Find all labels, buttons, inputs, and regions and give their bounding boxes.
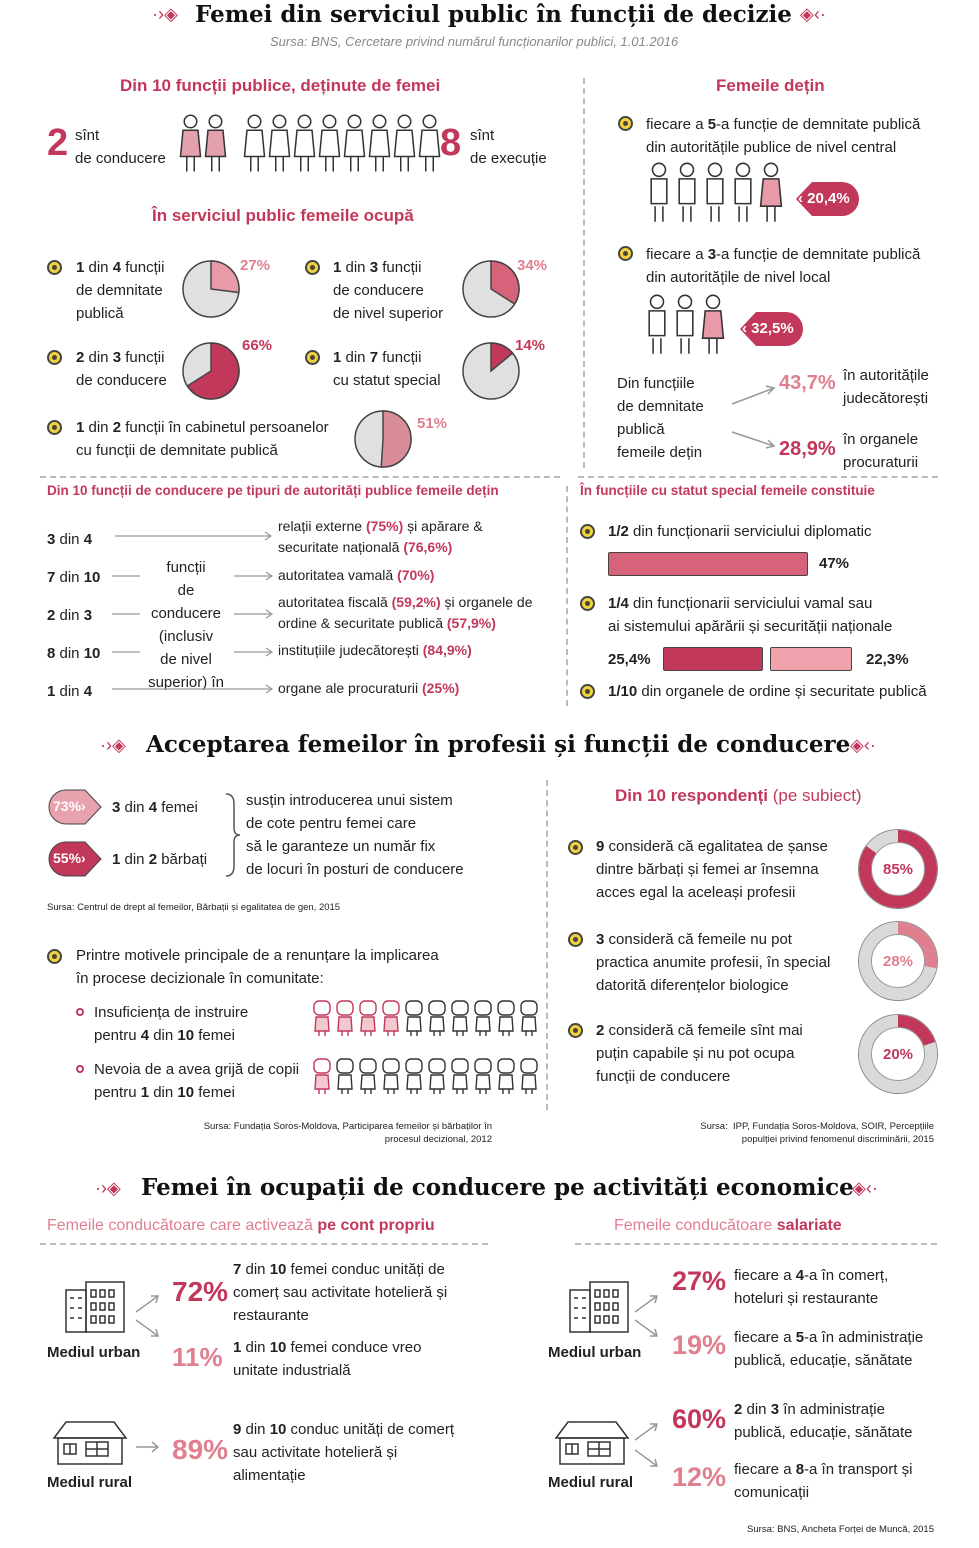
resp2-text: 3 consideră că femeile nu pot practica anumite profesii, în special datorită diferențelor biologice <box>596 931 831 994</box>
arrow-icon <box>134 1292 164 1316</box>
bullet-icon <box>47 260 62 275</box>
arrow-icon <box>112 608 142 620</box>
section3-ornament-left: ·›◈ <box>95 1178 121 1198</box>
arrow-icon <box>115 530 277 542</box>
man-figure-icon <box>651 163 667 222</box>
vertical-divider-top <box>583 78 585 468</box>
section2-title: Acceptarea femeilor în profesii și funcții de conducere <box>146 731 851 758</box>
arrow-icon <box>633 1292 663 1316</box>
sp3-text: 1/10 din organele de ordine și securitate publică <box>608 683 927 700</box>
bullet-icon <box>47 420 62 435</box>
pie-chart-3 <box>180 340 242 402</box>
rural-house-icon <box>52 1418 128 1466</box>
type5-text: organe ale procuraturii (25%) <box>278 680 460 696</box>
types-mid: funcții de conducere (inclusiv de nivel superior) în <box>148 559 224 691</box>
woman-small-icon <box>475 1001 491 1036</box>
woman-figure-icon <box>295 115 315 171</box>
bullet-icon <box>618 246 633 261</box>
donut-1 <box>859 830 937 908</box>
woman-figure-icon <box>181 115 201 171</box>
rr1-text: 2 din 3 în administrație publică, educație, sănătate <box>734 1401 913 1441</box>
sp2-pct2: 22,3% <box>866 651 909 668</box>
hdivider-2 <box>578 476 938 478</box>
woman-figure-icon <box>345 115 365 171</box>
s3-left-head: Femeile conducătoare care activează pe cont propriu <box>47 1217 435 1234</box>
arrow-icon <box>234 570 277 582</box>
occupy-head: În serviciul public femeile ocupă <box>152 206 414 225</box>
sp1-text: 1/2 din funcționarii serviciului diplomatic <box>608 523 872 540</box>
figures-local-row <box>644 292 734 362</box>
rr1-pct: 60% <box>672 1404 727 1434</box>
r2-text: fiecare a 3-a funcție de demnitate publică din autoritățile de nivel local <box>646 246 921 286</box>
woman-small-icon <box>383 1059 399 1094</box>
urban-label-left: Mediul urban <box>47 1344 141 1361</box>
vertical-divider-mid <box>566 486 568 706</box>
rural-house-icon <box>554 1418 630 1466</box>
man-figure-icon <box>679 163 695 222</box>
woman-figure-icon <box>395 115 415 171</box>
q2-pct: 55%› <box>53 850 86 866</box>
woman-figure-icon <box>703 295 724 354</box>
pie4-pct: 14% <box>515 337 546 354</box>
arrow-icon <box>234 608 277 620</box>
pie-chart-4 <box>460 340 522 402</box>
r1-pct: ‹ 20,4% <box>798 190 850 207</box>
rr2-pct: 12% <box>672 1462 727 1492</box>
quota-text: susțin introducerea unui sistem de cote pentru femei care să le garanteze un număr fix de locuri în posturi de conducere <box>246 792 464 878</box>
lr1-text: 9 din 10 conduc unități de comerț sau activitate hotelieră și alimentație <box>233 1421 454 1484</box>
bullet-icon <box>568 840 583 855</box>
types-head: Din 10 funcții de conducere pe tipuri de autorități publice femeile dețin <box>47 483 499 498</box>
resp-head: Din 10 respondenți (pe subiect) <box>615 786 862 805</box>
woman-figure-icon <box>270 115 290 171</box>
donut-1-pct: 85% <box>871 842 925 896</box>
women-figures-row-2 <box>312 1058 552 1096</box>
woman-small-icon <box>521 1001 537 1036</box>
woman-small-icon <box>314 1059 330 1094</box>
arrow-icon <box>730 384 780 408</box>
dem1-label: în autoritățile judecătorești <box>843 367 929 407</box>
q1-text: 3 din 4 femei <box>112 799 198 816</box>
woman-small-icon <box>475 1059 491 1094</box>
bullet-icon <box>305 350 320 365</box>
woman-figure-icon <box>370 115 390 171</box>
rural-label-right: Mediul rural <box>548 1474 634 1491</box>
ru1-text: fiecare a 4-a în comerț, hoteluri și restaurante <box>734 1267 889 1307</box>
woman-figure-icon <box>761 163 782 222</box>
type2-text: autoritatea vamală (70%) <box>278 567 435 583</box>
resp1-text: 9 consideră că egalitatea de șanse dintre bărbați și femei ar însemna acces egal la aceleași profesii <box>596 838 828 901</box>
sub-bullet-icon <box>76 1065 84 1073</box>
q2-text: 1 din 2 bărbați <box>112 851 208 868</box>
figures-central-row <box>646 160 786 230</box>
arrow-icon <box>730 428 780 452</box>
woman-figure-icon <box>206 115 226 171</box>
donut-3-pct: 20% <box>871 1027 925 1081</box>
lu1-text: 7 din 10 femei conduc unități de comerț sau activitate hotelieră și restaurante <box>233 1261 448 1324</box>
reason2: Nevoia de a avea grijă de copii pentru 1 din 10 femei <box>94 1061 300 1101</box>
woman-small-icon <box>383 1001 399 1036</box>
pie5-pct: 51% <box>417 415 448 432</box>
arrow-icon <box>234 646 277 658</box>
man-figure-icon <box>735 163 751 222</box>
section1-source: Sursa: BNS, Cercetare privind numărul funcționarilor publici, 1.01.2016 <box>270 34 679 49</box>
bullet-icon <box>568 932 583 947</box>
arrow-icon <box>633 1316 663 1340</box>
pie3-pct: 66% <box>242 337 273 354</box>
section1-title: Femei din serviciul public în funcții de decizie <box>195 1 792 28</box>
sp2-pct1: 25,4% <box>608 651 651 668</box>
pie-chart-1 <box>180 258 242 320</box>
source-4: Sursa: BNS, Ancheta Forței de Muncă, 2015 <box>747 1524 934 1535</box>
sp2-text: 1/4 din funcționarii serviciului vamal sau ai sistemului apărării și securității naționale <box>608 595 893 635</box>
pie3-text: 2 din 3 funcții de conducere <box>76 349 167 389</box>
figures-women-row <box>178 112 438 180</box>
donut-2 <box>859 922 937 1000</box>
dem-label: Din funcțiile de demnitate publică femeile dețin <box>617 375 704 461</box>
lu1-pct: 72% <box>172 1276 229 1307</box>
source-2: Sursa: Fundația Soros-Moldova, Participarea femeilor și bărbaților în procesul decizional, 2012 <box>203 1121 492 1145</box>
ru1-pct: 27% <box>672 1266 727 1296</box>
arrow-icon <box>112 570 142 582</box>
woman-figure-icon <box>245 115 265 171</box>
dem1-pct: 43,7% <box>779 372 836 394</box>
lu2-pct: 11% <box>172 1342 223 1372</box>
q1-pct: 73%› <box>53 798 86 814</box>
section1-ornament-left: ·›◈ <box>152 4 178 24</box>
woman-figure-icon <box>320 115 340 171</box>
sp2-bar1 <box>663 647 763 671</box>
source-1: Sursa: Centrul de drept al femeilor, Bărbații și egalitatea de gen, 2015 <box>47 902 341 913</box>
section1-ornament-right: ◈‹· <box>800 4 826 24</box>
woman-small-icon <box>429 1001 445 1036</box>
rr2-text: fiecare a 8-a în transport și comunicații <box>734 1461 913 1501</box>
type1-ratio: 3 din 4 <box>47 531 93 548</box>
donut-2-pct: 28% <box>871 934 925 988</box>
s3-right-head: Femeile conducătoare salariate <box>614 1217 842 1234</box>
sp2-bar2 <box>770 647 852 671</box>
reasons-head: Printre motivele principale de a renunțare la implicarea în procese decizionale în comunitate: <box>76 947 439 987</box>
sp1-bar <box>608 552 808 576</box>
type3-text: autoritatea fiscală (59,2%) și organele de ordine & securitate publică (57,9%) <box>278 594 533 631</box>
type5-ratio: 1 din 4 <box>47 683 93 700</box>
man-figure-icon <box>649 295 665 354</box>
donut-3 <box>859 1015 937 1093</box>
right-head: Femeile dețin <box>716 76 825 95</box>
ru2-text: fiecare a 5-a în administrație publică, educație, sănătate <box>734 1329 924 1369</box>
bullet-icon <box>305 260 320 275</box>
man-figure-icon <box>707 163 723 222</box>
bullet-icon <box>47 350 62 365</box>
s3-right-underline <box>575 1243 937 1245</box>
bullet-icon <box>618 116 633 131</box>
pie2-text: 1 din 3 funcții de conducere de nivel superior <box>333 259 444 322</box>
woman-small-icon <box>452 1059 468 1094</box>
office-building-icon <box>568 1278 630 1334</box>
section3-ornament-right: ◈‹· <box>852 1178 878 1198</box>
pie1-text: 1 din 4 funcții de demnitate publică <box>76 259 165 322</box>
pie-chart-2 <box>460 258 522 320</box>
hdivider-1 <box>40 476 560 478</box>
source-3: Sursa: IPP, Fundația Soros-Moldova, SOIR, Percepțiile populției privind fenomenul discriminării, 2015 <box>700 1121 934 1145</box>
left-head: Din 10 funcții publice, deținute de femei <box>120 76 441 95</box>
women-figures-row-1 <box>312 1000 552 1038</box>
lr1-pct: 89% <box>172 1434 229 1465</box>
pie1-pct: 27% <box>240 257 271 274</box>
r2-pct: ‹ 32,5% <box>742 320 794 337</box>
arrow-icon <box>112 646 142 658</box>
office-building-icon <box>64 1278 126 1334</box>
woman-small-icon <box>498 1059 514 1094</box>
pie4-text: 1 din 7 funcții cu statut special <box>333 349 441 389</box>
woman-small-icon <box>360 1059 376 1094</box>
bullet-icon <box>580 684 595 699</box>
woman-small-icon <box>406 1001 422 1036</box>
pie-slice <box>211 261 239 293</box>
sp1-pct: 47% <box>819 555 850 572</box>
type2-ratio: 7 din 10 <box>47 569 101 586</box>
num-2-label: sînt de conducere <box>75 127 166 167</box>
bullet-icon <box>580 596 595 611</box>
lu2-text: 1 din 10 femei conduce vreo unitate industrială <box>233 1339 422 1379</box>
urban-label-right: Mediul urban <box>548 1344 642 1361</box>
woman-small-icon <box>314 1001 330 1036</box>
arrow-icon <box>134 1440 164 1454</box>
woman-small-icon <box>360 1001 376 1036</box>
arrow-icon <box>633 1420 663 1444</box>
special-head: În funcțiile cu statut special femeile constituie <box>580 483 875 498</box>
num-2: 2 <box>47 122 69 164</box>
type1-text: relații externe (75%) și apărare & securitate națională (76,6%) <box>278 518 483 555</box>
resp3-text: 2 consideră că femeile sînt mai puțin capabile și nu pot ocupa funcții de conducere <box>596 1022 803 1085</box>
type3-ratio: 2 din 3 <box>47 607 93 624</box>
reason1: Insuficiența de instruire pentru 4 din 10 femei <box>94 1004 249 1044</box>
pie-chart-5 <box>352 408 414 470</box>
woman-small-icon <box>337 1001 353 1036</box>
arrow-icon <box>112 683 277 695</box>
s3-left-underline <box>40 1243 488 1245</box>
woman-small-icon <box>337 1059 353 1094</box>
arrow-icon <box>134 1316 164 1340</box>
r1-text: fiecare a 5-a funcție de demnitate publică din autoritățile publice de nivel central <box>646 116 921 156</box>
num-8: 8 <box>440 122 462 164</box>
vertical-divider-s2 <box>546 780 548 1110</box>
woman-small-icon <box>498 1001 514 1036</box>
dem2-pct: 28,9% <box>779 438 836 460</box>
woman-small-icon <box>429 1059 445 1094</box>
bullet-icon <box>580 524 595 539</box>
bullet-icon <box>568 1023 583 1038</box>
pie2-pct: 34% <box>517 257 548 274</box>
woman-small-icon <box>521 1059 537 1094</box>
brace-icon <box>222 792 242 878</box>
section2-ornament-left: ·›◈ <box>100 735 126 755</box>
arrow-icon <box>633 1446 663 1470</box>
type4-ratio: 8 din 10 <box>47 645 101 662</box>
dem2-label: în organele procuraturii <box>843 431 919 471</box>
ru2-pct: 19% <box>672 1330 727 1360</box>
man-figure-icon <box>677 295 693 354</box>
type4-text: instituțiile judecătorești (84,9%) <box>278 642 472 658</box>
section2-ornament-right: ◈‹· <box>850 735 876 755</box>
rural-label-left: Mediul rural <box>47 1474 133 1491</box>
woman-small-icon <box>452 1001 468 1036</box>
sub-bullet-icon <box>76 1008 84 1016</box>
bullet-icon <box>47 949 62 964</box>
num-8-label: sînt de execuție <box>470 127 547 167</box>
woman-small-icon <box>406 1059 422 1094</box>
pie5-text: 1 din 2 funcții în cabinetul persoanelor cu funcții de demnitate publică <box>76 419 329 459</box>
woman-figure-icon <box>420 115 440 171</box>
pie-slice <box>381 411 411 467</box>
section3-title: Femei în ocupații de conducere pe activități economice <box>141 1174 854 1201</box>
